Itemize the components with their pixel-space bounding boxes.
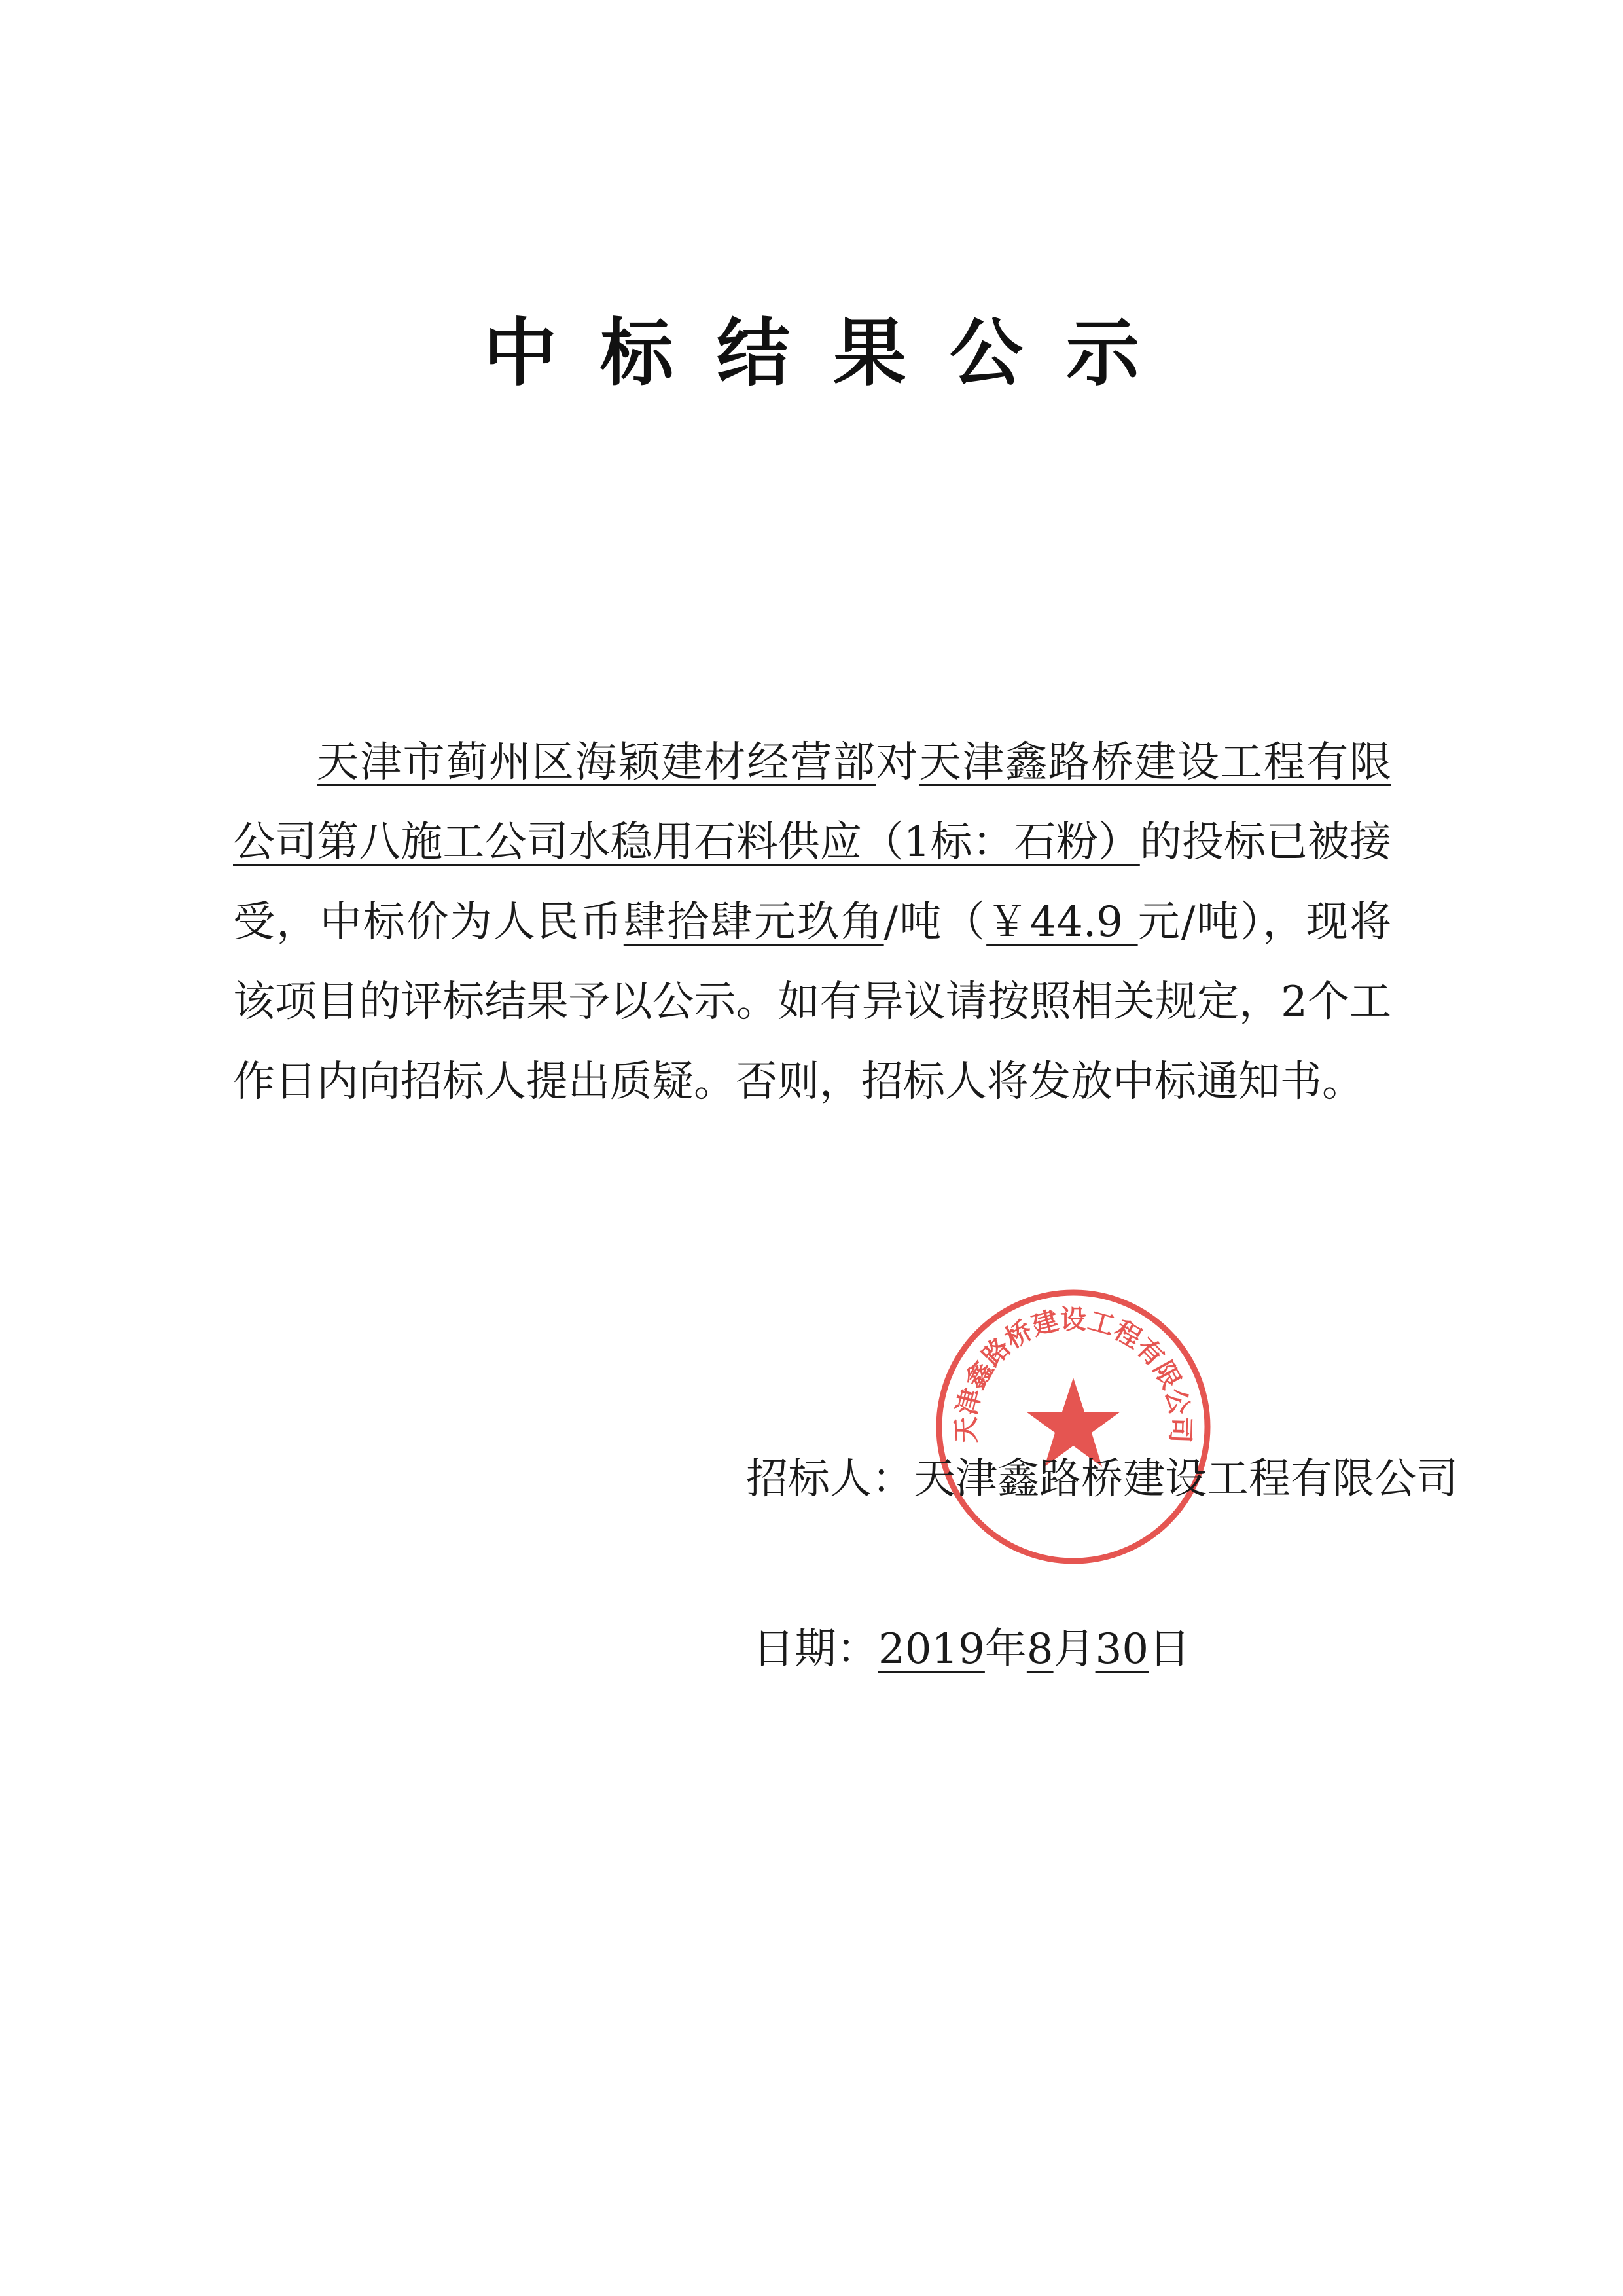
announcement-body: [233, 723, 1391, 1122]
date-day: 30: [1095, 1625, 1149, 1674]
price-in-words: 肆拾肆元玖角: [623, 898, 884, 946]
date-year-unit: 年: [984, 1625, 1027, 1674]
bidder-name: 天津市蓟州区海颖建材经营部: [317, 738, 876, 787]
company-seal: [929, 1283, 1217, 1571]
date-month: 8: [1026, 1625, 1054, 1674]
text-to: 对: [876, 738, 919, 787]
price-figure: ￥44.9: [986, 898, 1138, 946]
date-day-unit: 日: [1149, 1625, 1191, 1674]
date-year: 2019: [878, 1625, 985, 1674]
project-tenderer: 天津鑫路桥建设工程有限公司: [233, 738, 1391, 867]
project-part2: 八施工公司水稳用石料供应（1标：石粉）: [359, 818, 1140, 867]
date-line: [753, 1617, 1190, 1682]
date-label: 日期：: [753, 1625, 878, 1674]
signature-line: [746, 1446, 1458, 1512]
date-month-unit: 月: [1053, 1625, 1096, 1674]
page-title: 中标结果公示: [484, 311, 1183, 396]
text-unit: 元/吨），现将该项目的评标结果予以公示。如有异议请按照相关规定，2个工作日内向招标人提出质疑。否则，招标人将发放中标通知书。: [233, 898, 1392, 1106]
text-accepted: 的投标已被接受，中标价为人民币: [233, 818, 1392, 946]
text-per-ton: /吨（: [883, 898, 987, 946]
seal-text-path: 天津鑫路桥建设工程有限公司: [951, 1304, 1196, 1444]
project-part1: 第: [317, 818, 359, 867]
signature-label: 招标人：: [746, 1455, 914, 1503]
tenderer-name: 天津鑫路桥建设工程有限公司: [914, 1455, 1458, 1503]
